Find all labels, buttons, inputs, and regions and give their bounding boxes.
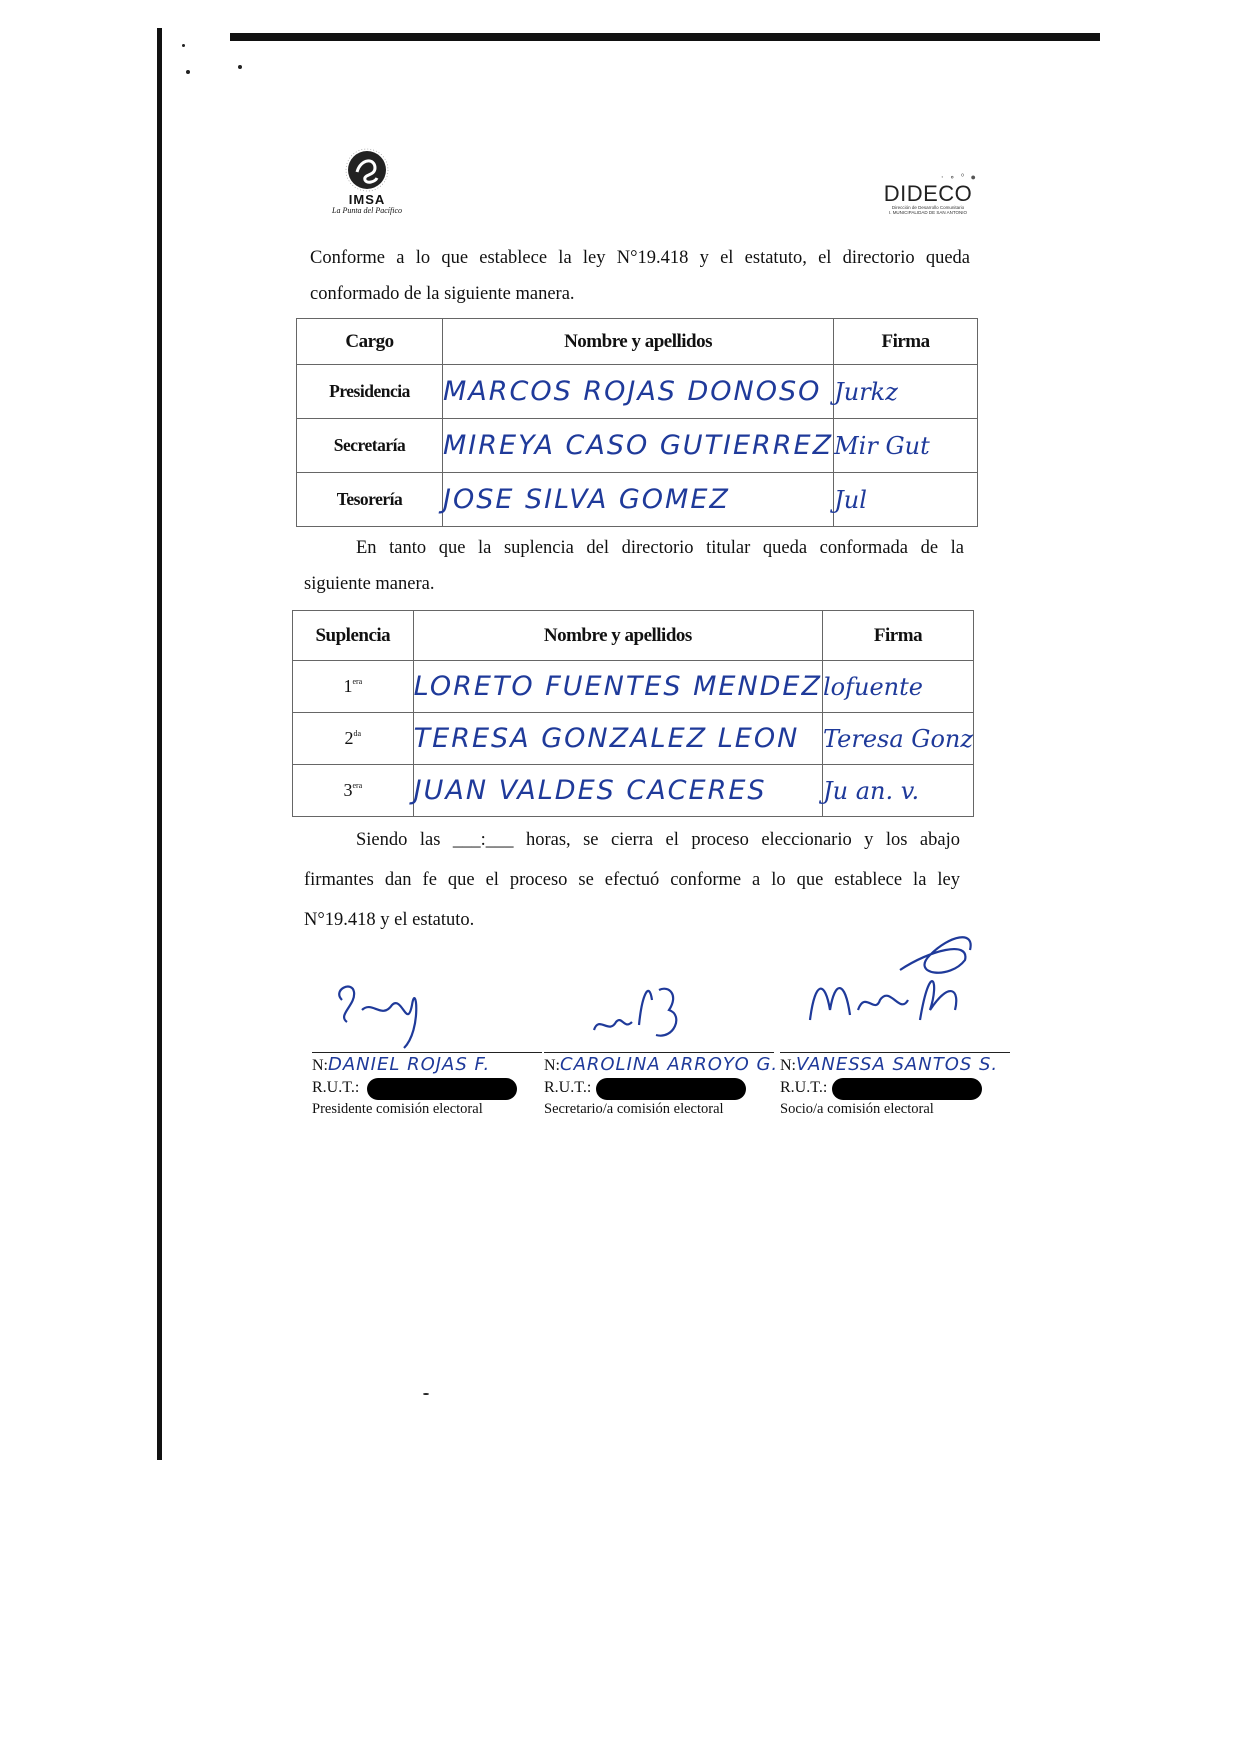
suplencia-intro-paragraph-end bbox=[304, 566, 964, 604]
column-header: Firma bbox=[834, 319, 978, 365]
name-line bbox=[780, 1053, 1010, 1077]
signature-scribble bbox=[780, 920, 1010, 1050]
intro-paragraph-end bbox=[310, 276, 970, 314]
scan-speck bbox=[423, 1393, 429, 1395]
cargo-cell: Presidencia bbox=[297, 365, 443, 419]
handwritten-signature: lofuente bbox=[823, 661, 974, 713]
table-row bbox=[293, 713, 974, 765]
imsa-emblem-icon bbox=[345, 148, 389, 192]
dideco-dots-icon: · ∘ ° ● bbox=[940, 172, 978, 182]
handwritten-name: JOSE SILVA GOMEZ bbox=[443, 473, 834, 527]
signature-scribble bbox=[312, 960, 542, 1050]
table-row bbox=[293, 765, 974, 817]
signature-block-president bbox=[312, 960, 542, 1119]
signature-role: Presidente comisión electoral bbox=[312, 1101, 483, 1117]
suplencia-intro-line: En tanto que la suplencia del directorio titular queda conformada de la bbox=[356, 538, 964, 558]
handwritten-name: JUAN VALDES CACERES bbox=[413, 765, 822, 817]
rut-label: R.U.T.: bbox=[780, 1079, 828, 1096]
cargo-cell: Tesorería bbox=[297, 473, 443, 527]
rut-line bbox=[312, 1077, 542, 1099]
closing-line: N°19.418 y el estatuto. bbox=[304, 910, 475, 930]
closing-paragraph bbox=[304, 822, 960, 860]
intro-line: conformado de la siguiente manera. bbox=[310, 284, 575, 304]
scan-speck bbox=[182, 44, 185, 47]
handwritten-signature: Mir Gut bbox=[834, 419, 978, 473]
column-header: Cargo bbox=[297, 319, 443, 365]
name-label: N: bbox=[544, 1057, 560, 1074]
rut-line bbox=[780, 1077, 1010, 1099]
table-row bbox=[297, 419, 978, 473]
name-label: N: bbox=[780, 1057, 796, 1074]
name-label: N: bbox=[312, 1057, 328, 1074]
column-header: Firma bbox=[823, 611, 974, 661]
handwritten-name: MARCOS ROJAS DONOSO bbox=[443, 365, 834, 419]
imsa-logo-tagline: La Punta del Pacífico bbox=[332, 206, 402, 215]
dideco-logo-subtitle: I. MUNICIPALIDAD DE SAN ANTONIO bbox=[888, 210, 968, 215]
closing-line: firmantes dan fe que el proceso se efectuó conforme a lo que establece la ley bbox=[304, 870, 960, 890]
order-number: 1 bbox=[343, 676, 353, 696]
intro-line: Conforme a lo que establece la ley N°19.418 y el estatuto, el directorio queda bbox=[310, 248, 970, 268]
directorio-table bbox=[296, 318, 978, 527]
redaction-bar bbox=[367, 1078, 517, 1100]
signature-scribble-icon bbox=[312, 960, 512, 1050]
suplencia-table bbox=[292, 610, 974, 817]
order-number: 2 bbox=[344, 728, 354, 748]
table-header-row bbox=[297, 319, 978, 365]
dideco-logo bbox=[878, 172, 978, 215]
handwritten-name: VANESSA SANTOS S. bbox=[796, 1054, 999, 1075]
imsa-logo bbox=[312, 148, 422, 228]
order-suffix: da bbox=[353, 729, 362, 738]
scan-speck bbox=[186, 70, 190, 74]
cargo-cell: Secretaría bbox=[297, 419, 443, 473]
scan-edge-top bbox=[230, 33, 1100, 41]
name-line bbox=[544, 1053, 779, 1077]
closing-line: Siendo las ___:___ horas, se cierra el proceso eleccionario y los abajo bbox=[356, 830, 960, 850]
signature-role: Secretario/a comisión electoral bbox=[544, 1101, 724, 1117]
handwritten-signature: Jurkz bbox=[834, 365, 978, 419]
dideco-logo-subtitle: Dirección de Desarrollo Comunitario bbox=[891, 205, 965, 210]
column-header: Suplencia bbox=[293, 611, 414, 661]
order-number: 3 bbox=[343, 780, 353, 800]
table-row bbox=[297, 473, 978, 527]
order-suffix: era bbox=[352, 781, 363, 790]
handwritten-name: MIREYA CASO GUTIERREZ bbox=[443, 419, 834, 473]
handwritten-name: DANIEL ROJAS F. bbox=[328, 1054, 491, 1075]
table-row bbox=[297, 365, 978, 419]
handwritten-name: TERESA GONZALEZ LEON bbox=[413, 713, 822, 765]
handwritten-signature: Teresa Gonz bbox=[823, 713, 974, 765]
name-line bbox=[312, 1053, 542, 1077]
suplencia-order-cell bbox=[293, 765, 414, 817]
imsa-logo-name: IMSA bbox=[348, 192, 386, 207]
rut-label: R.U.T.: bbox=[544, 1079, 592, 1096]
suplencia-order-cell bbox=[293, 713, 414, 765]
handwritten-signature: Jul bbox=[834, 473, 978, 527]
intro-paragraph bbox=[310, 240, 970, 278]
handwritten-signature: Ju an. v. bbox=[823, 765, 974, 817]
signature-scribble-icon bbox=[544, 960, 744, 1050]
scan-edge-left bbox=[157, 28, 162, 1460]
order-suffix: era bbox=[352, 677, 363, 686]
redaction-bar bbox=[596, 1078, 746, 1100]
handwritten-name: CAROLINA ARROYO G. bbox=[560, 1054, 779, 1075]
signature-block-member bbox=[780, 920, 1010, 1119]
column-header: Nombre y apellidos bbox=[413, 611, 822, 661]
table-row bbox=[293, 661, 974, 713]
handwritten-name: LORETO FUENTES MENDEZ bbox=[413, 661, 822, 713]
column-header: Nombre y apellidos bbox=[443, 319, 834, 365]
suplencia-order-cell bbox=[293, 661, 414, 713]
signature-role: Socio/a comisión electoral bbox=[780, 1101, 934, 1117]
dideco-logo-name: DIDECO bbox=[883, 181, 973, 206]
rut-label: R.U.T.: bbox=[312, 1079, 360, 1096]
closing-paragraph bbox=[304, 862, 960, 900]
suplencia-intro-paragraph bbox=[304, 530, 964, 568]
scan-speck bbox=[238, 65, 242, 69]
signature-scribble bbox=[544, 960, 774, 1050]
table-header-row bbox=[293, 611, 974, 661]
signature-block-secretary bbox=[544, 960, 779, 1119]
redaction-bar bbox=[832, 1078, 982, 1100]
suplencia-intro-line: siguiente manera. bbox=[304, 574, 435, 594]
rut-line bbox=[544, 1077, 774, 1099]
signature-scribble-icon bbox=[780, 920, 1010, 1050]
